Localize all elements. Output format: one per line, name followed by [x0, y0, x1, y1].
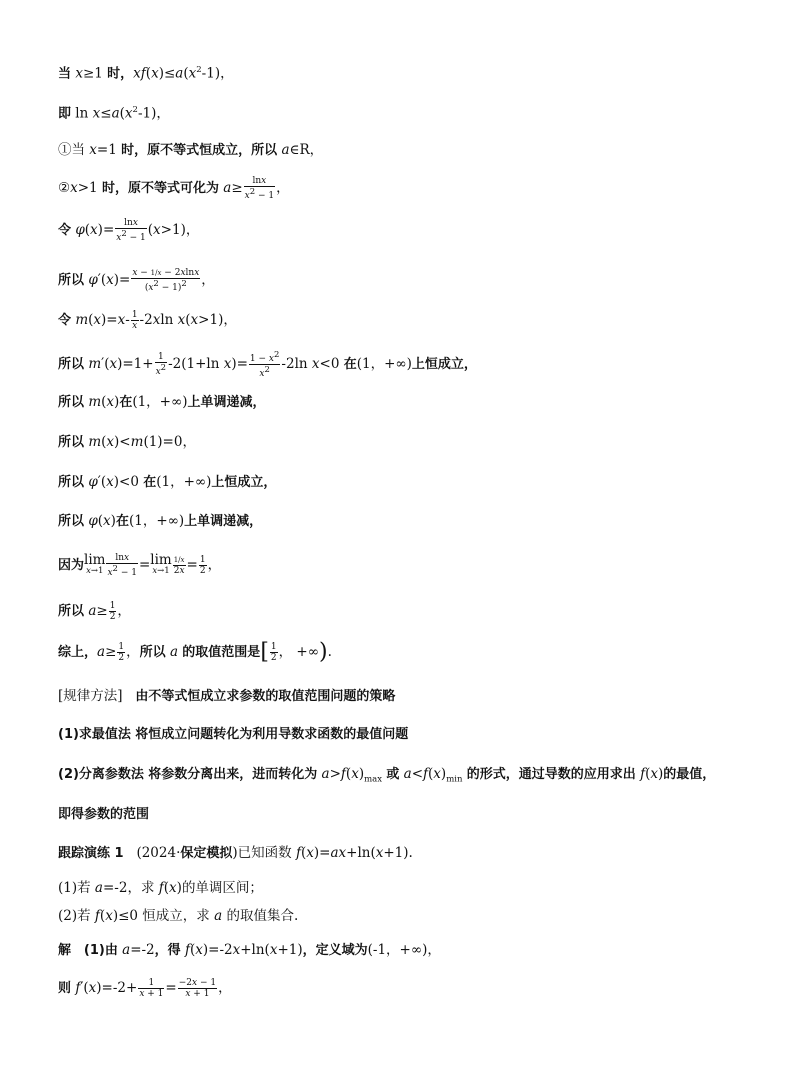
line-18: (2)分离参数法 将参数分离出来，进而转化为 $a>f(x)_{max}$ 或 $a<f(x)_{min}$ 的形式，通过导数的应用求出 f(x)的最值， [58, 766, 716, 785]
line-16-rule-method: [规律方法] 由不等式恒成立求参数的取值范围问题的策略 [58, 688, 396, 704]
line-24: 则 f′(x)=-2+ $\frac{1}{x + 1}$ = $\frac{-2x - 1}{x + 1}$ ， [58, 978, 232, 999]
line-15: 综上，a≥ $\frac{1}{2}$ ，所以 a 的取值范围是[ $\frac{1}{2}$ ， +∞). [58, 639, 332, 665]
line-14: 所以 a≥ $\frac{1}{2}$ ， [58, 601, 131, 622]
line-12: 所以 φ(x)在(1，+∞)上单调递减， [58, 513, 263, 529]
line-10: 所以 m(x)<m(1)=0， [58, 434, 196, 450]
line-21: (1)若 a=-2，求 f(x)的单调区间； [58, 880, 263, 896]
line-13: 因为 lim x→1 $\frac{\ln x}{x2 - 1}$ = lim x→1 $\frac{1/x}{2x}$ = $\frac{1}{2}$ ， [58, 551, 222, 578]
line-8: 所以 m′(x)=1+ $\frac{1}{x2}$ -2(1+ln x)= $\frac{1 - x2}{x2}$ -2ln x<0 在(1，+∞)上恒成立， [58, 350, 477, 379]
line-3: ①当 x=1 时，原不等式恒成立，所以 a∈R， [58, 142, 324, 158]
line-6: 所以 φ′(x)= $\frac{x - 1/x - 2xlnx}{(x2 - 1)2}$ ， [58, 268, 215, 293]
line-17: (1)求最值法 将恒成立问题转化为利用导数求函数的最值问题 [58, 727, 409, 742]
line-22: (2)若 f(x)≤0 恒成立，求 a 的取值集合. [58, 908, 299, 924]
line-11: 所以 φ′(x)<0 在(1，+∞)上恒成立， [58, 474, 277, 490]
line-19: 即得参数的范围 [58, 807, 150, 822]
line-20-exercise: 跟踪演练 1 (2024·保定模拟)已知函数 f(x)=ax+ln(x+1). [58, 845, 413, 861]
line-7: 令 m(x)=x- $\frac{1}{x}$ -2xln x(x>1)， [58, 310, 237, 331]
line-1: 当 x≥1 时，$xf(x)\le a(x^2-1)$， [58, 65, 234, 82]
line-2: 即 $\ln x\le a(x^2-1)$， [58, 105, 170, 122]
line-9: 所以 m(x)在(1，+∞)上单调递减， [58, 394, 266, 410]
line-4: ②x>1 时，原不等式可化为 a≥ $\frac{\ln x}{x2 - 1}$ ， [58, 176, 290, 201]
line-23-solution: 解 (1)由 a=-2，得 f(x)=-2x+ln(x+1)，定义域为(-1，+∞)， [58, 942, 441, 958]
line-5: 令 φ(x)= $\frac{\ln x}{x2 - 1}$ (x>1)， [58, 218, 200, 243]
